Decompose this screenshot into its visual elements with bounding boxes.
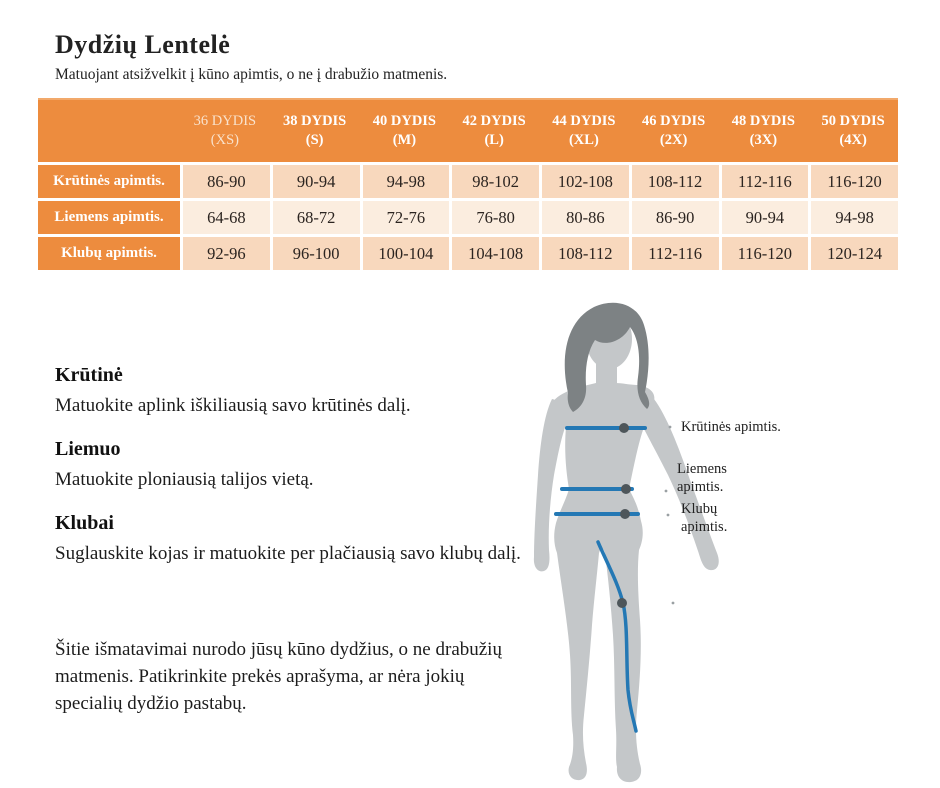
size-table-body (38, 165, 898, 270)
size-column-header (449, 100, 539, 162)
page-title: Dydžių Lentelė (55, 30, 231, 59)
section-chest-heading: Krūtinė (55, 364, 123, 386)
hips-measure-dot (620, 509, 630, 519)
size-table-head (38, 98, 898, 162)
section-waist-heading: Liemuo (55, 438, 121, 460)
size-intl-code: (2X) (659, 132, 688, 148)
section-hips (55, 512, 525, 567)
size-cell: 76-80 (452, 201, 539, 234)
size-cell: 100-104 (363, 237, 450, 270)
size-intl-code: (3X) (749, 132, 778, 148)
chest-measure-dot (619, 423, 629, 433)
size-column-header (180, 100, 270, 162)
size-cell: 86-90 (183, 165, 270, 198)
size-cell: 94-98 (363, 165, 450, 198)
figure-hips-label: Klubų apimtis. (681, 501, 728, 535)
size-cell: 116-120 (722, 237, 809, 270)
size-intl-code: (L) (484, 132, 504, 148)
size-cell: 80-86 (542, 201, 629, 234)
size-number: 44 DYDIS (552, 113, 616, 129)
size-cell: 98-102 (452, 165, 539, 198)
hips-leader-dot (667, 514, 670, 517)
size-cell: 120-124 (811, 237, 898, 270)
measurement-row-label: Krūtinės apimtis. (38, 165, 180, 198)
size-column-header (719, 100, 809, 162)
section-chest-text: Matuokite aplink iškiliausią savo krūtinės dalį. (55, 395, 411, 416)
size-number: 46 DYDIS (642, 113, 706, 129)
size-column-header (360, 100, 450, 162)
size-intl-code: (S) (305, 132, 324, 148)
size-cell: 90-94 (722, 201, 809, 234)
size-cell: 72-76 (363, 201, 450, 234)
silhouette-body (550, 383, 654, 782)
size-intl-code: (M) (392, 132, 417, 148)
size-cell: 112-116 (722, 165, 809, 198)
size-intl-code: (XL) (568, 132, 599, 148)
size-column-header (539, 100, 629, 162)
page-subtitle: Matuojant atsižvelkit į kūno apimtis, o ne į drabužio matmenis. (55, 66, 448, 83)
female-silhouette-figure (510, 295, 735, 788)
measurement-row-label: Liemens apimtis. (38, 201, 180, 234)
size-cell: 108-112 (542, 237, 629, 270)
size-column-header (808, 100, 898, 162)
figure-chest-label: Krūtinės apimtis. (681, 419, 781, 435)
size-cell: 116-120 (811, 165, 898, 198)
waist-measure-dot (621, 484, 631, 494)
figure-waist-label: Liemens apimtis. (677, 461, 727, 495)
size-column-header (629, 100, 719, 162)
size-number: 42 DYDIS (462, 113, 526, 129)
chest-leader-dot (669, 426, 672, 429)
sizing-note: Šitie išmatavimai nurodo jūsų kūno dydžius, o ne drabužių matmenis. Patikrinkite prekės aprašyma, ar nėra jokių specialių dydžio pastabų. (55, 639, 502, 714)
size-number: 48 DYDIS (731, 113, 795, 129)
inseam-leader-dot (672, 602, 675, 605)
measurement-row-label: Klubų apimtis. (38, 237, 180, 270)
waist-leader-dot (665, 490, 668, 493)
size-cell: 96-100 (273, 237, 360, 270)
size-cell: 68-72 (273, 201, 360, 234)
section-hips-text: Suglauskite kojas ir matuokite per plačiausią savo klubų dalį. (55, 543, 521, 564)
measurement-figure (510, 295, 781, 788)
inseam-measure-dot (617, 598, 627, 608)
size-number: 36 DYDIS (193, 113, 257, 129)
size-number: 50 DYDIS (821, 113, 885, 129)
size-number: 40 DYDIS (372, 113, 436, 129)
size-cell: 94-98 (811, 201, 898, 234)
section-waist (55, 438, 525, 493)
size-cell: 86-90 (632, 201, 719, 234)
size-intl-code: (XS) (210, 132, 239, 148)
section-hips-heading: Klubai (55, 512, 114, 534)
size-cell: 108-112 (632, 165, 719, 198)
size-table (38, 98, 898, 270)
size-table-corner-cell (38, 100, 180, 162)
size-cell: 92-96 (183, 237, 270, 270)
size-number: 38 DYDIS (283, 113, 347, 129)
size-cell: 102-108 (542, 165, 629, 198)
size-cell: 104-108 (452, 237, 539, 270)
size-cell: 112-116 (632, 237, 719, 270)
size-cell: 64-68 (183, 201, 270, 234)
size-intl-code: (4X) (839, 132, 867, 148)
section-chest (55, 364, 525, 419)
size-cell: 90-94 (273, 165, 360, 198)
section-waist-text: Matuokite ploniausią talijos vietą. (55, 469, 314, 490)
size-column-header (270, 100, 360, 162)
